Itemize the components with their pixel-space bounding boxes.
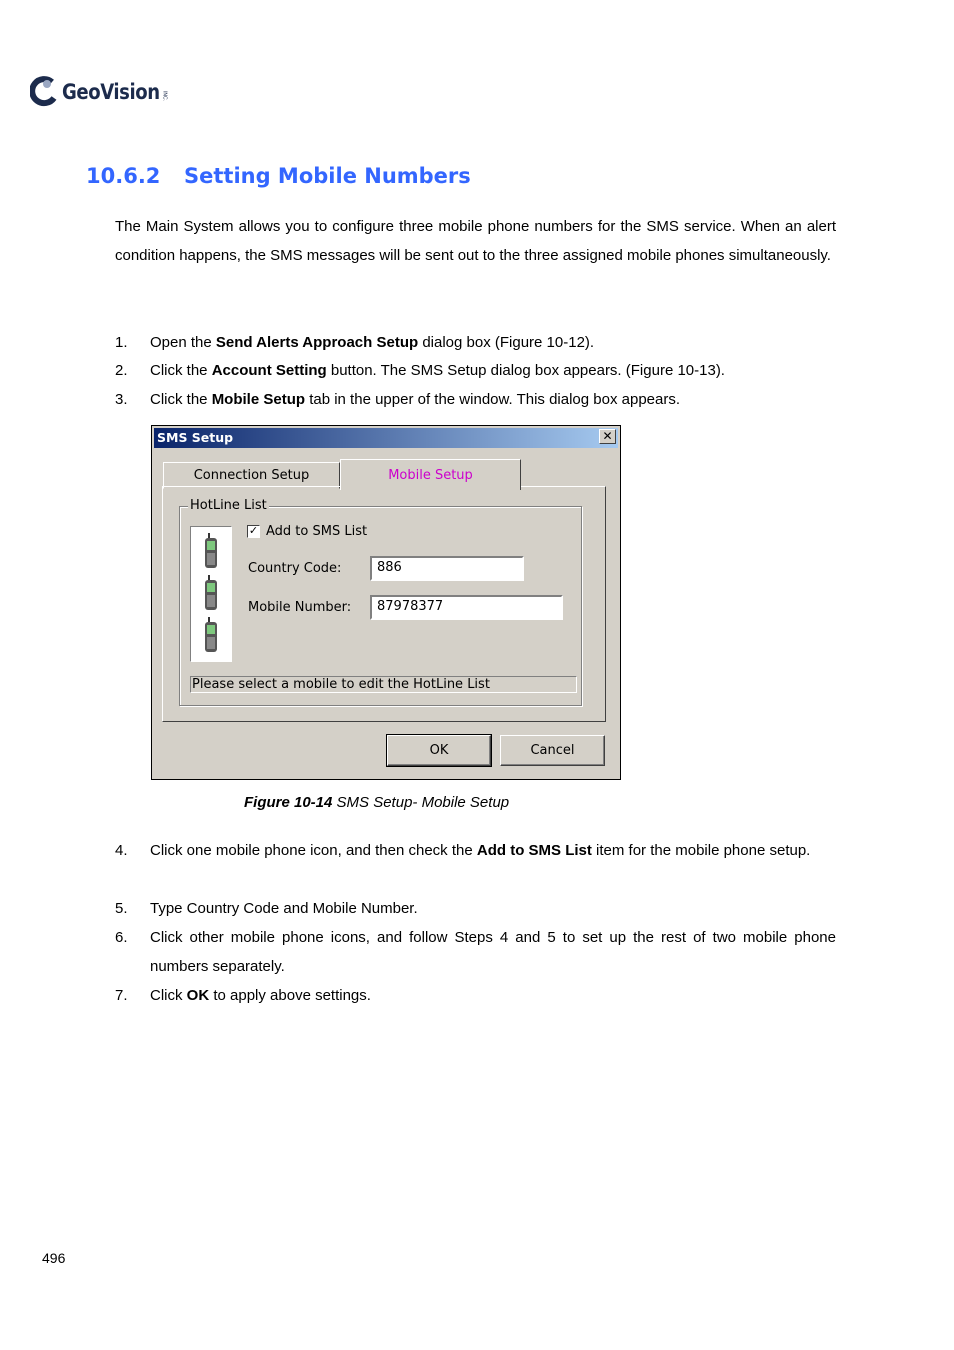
tab-mobile-setup[interactable]: Mobile Setup [340, 459, 521, 490]
country-code-input[interactable]: 886 [370, 556, 524, 581]
intro-paragraph: The Main System allows you to configure three mobile phone numbers for the SMS service. When an alert condition happens, the SMS messages will be sent out to the three assigned mobile phones simultaneously. [115, 218, 836, 264]
checkbox-checked-icon[interactable]: ✓ [248, 524, 259, 537]
country-code-label: Country Code: [248, 561, 342, 576]
sms-setup-dialog [151, 425, 621, 780]
logo-text: GeoVision [62, 80, 160, 104]
logo-reg-mark: INC. [161, 91, 168, 101]
page-number: 496 [42, 1250, 66, 1266]
mobile-phone-icon[interactable] [203, 617, 219, 653]
step-6: 6. Click other mobile phone icons, and follow Steps 4 and 5 to set up the rest of two mobile phone numbers separately. [115, 929, 836, 975]
geovision-logo [30, 72, 168, 112]
step-5: 5. Type Country Code and Mobile Number. [115, 900, 418, 917]
tab-connection-setup[interactable]: Connection Setup [163, 462, 340, 489]
dialog-title: SMS Setup [154, 428, 618, 448]
step-2: 2. Click the Account Setting button. The SMS Setup dialog box appears. (Figure 10-13). [115, 362, 725, 379]
ok-button[interactable]: OK [387, 735, 491, 766]
hotline-group-label: HotLine List [190, 498, 267, 513]
phone-list [190, 526, 232, 662]
mobile-phone-icon[interactable] [203, 533, 219, 569]
mobile-phone-icon[interactable] [203, 575, 219, 611]
mobile-number-input[interactable]: 87978377 [370, 595, 563, 620]
step-3: 3. Click the Mobile Setup tab in the upper of the window. This dialog box appears. [115, 391, 681, 408]
step-7: 7. Click OK to apply above settings. [115, 987, 371, 1004]
step-1: 1. Open the Send Alerts Approach Setup dialog box (Figure 10-12). [115, 334, 595, 351]
section-heading [86, 164, 471, 188]
figure-caption: Figure 10-14 SMS Setup- Mobile Setup [244, 794, 510, 811]
step-4: 4. Click one mobile phone icon, and then check the Add to SMS List item for the mobile phone setup. [115, 842, 811, 859]
close-icon[interactable]: ✕ [599, 429, 616, 444]
mobile-number-label: Mobile Number: [248, 600, 352, 615]
section-number: 10.6.2 [86, 164, 161, 188]
checkbox-label: Add to SMS List [266, 524, 368, 539]
status-bar: Please select a mobile to edit the HotLine List [190, 676, 577, 693]
add-to-sms-list-checkbox[interactable] [247, 524, 367, 539]
geovision-logo-icon [30, 76, 60, 108]
cancel-button[interactable]: Cancel [500, 735, 605, 766]
section-title: Setting Mobile Numbers [184, 164, 471, 188]
